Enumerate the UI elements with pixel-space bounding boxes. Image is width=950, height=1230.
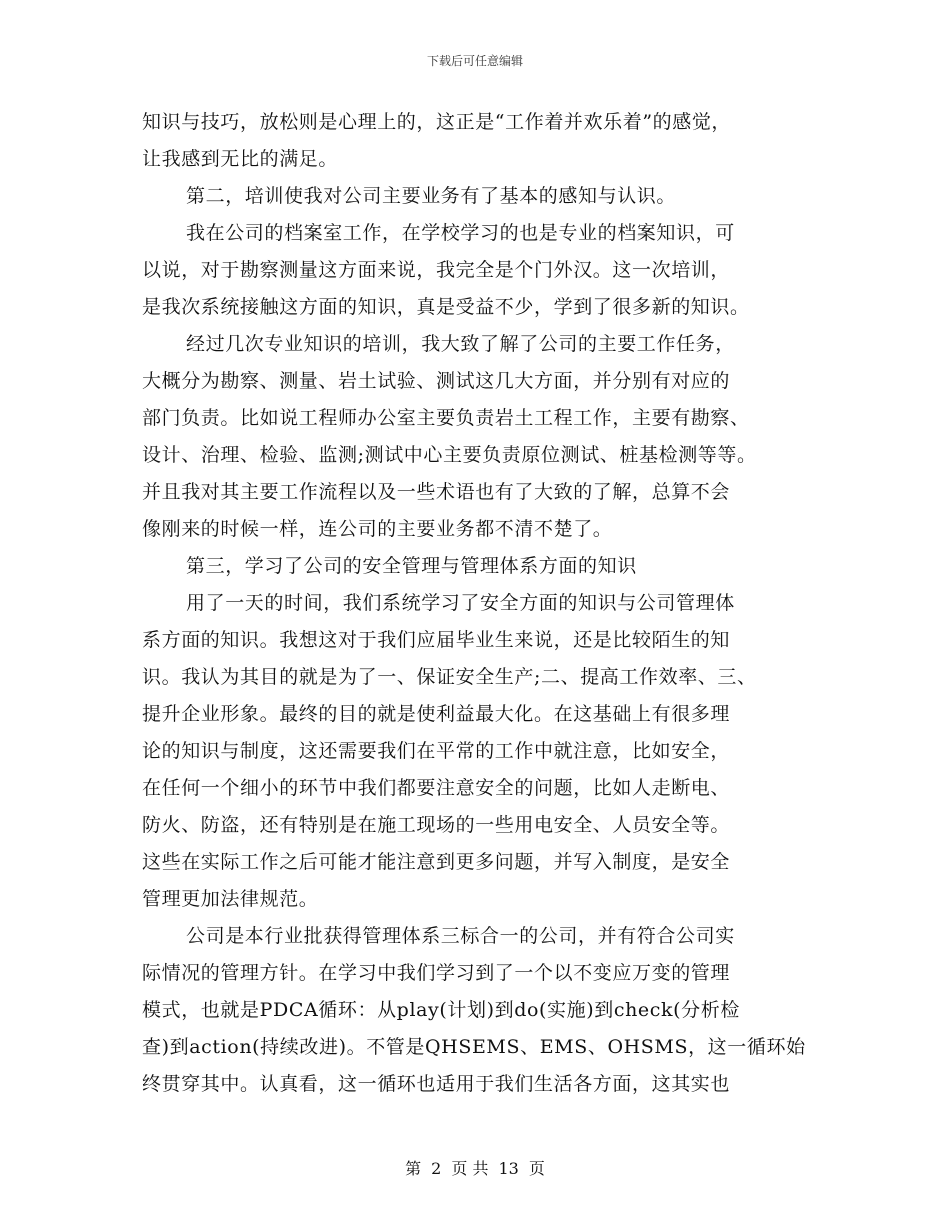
page-footer <box>0 1156 950 1179</box>
text-line: 管理更加法律规范。 <box>142 888 319 910</box>
text-line: 部门负责。比如说工程师办公室主要负责岩土工程工作，主要有勘察、 <box>142 407 750 429</box>
footer-prefix: 第 <box>405 1159 422 1178</box>
text-line: 我在公司的档案室工作，在学校学习的也是专业的档案知识，可 <box>186 222 735 244</box>
text-line: 用了一天的时间，我们系统学习了安全方面的知识与公司管理体 <box>186 592 735 614</box>
footer-middle: 页 共 <box>451 1159 489 1178</box>
page-header: 下载后可任意编辑 <box>426 54 523 68</box>
document-body <box>142 104 822 1103</box>
text-line: 提升企业形象。最终的目的就是使利益最大化。在这基础上有很多理 <box>142 703 731 725</box>
text-line: 第二，培训使我对公司主要业务有了基本的感知与认识。 <box>186 185 677 207</box>
text-line: 设计、治理、检验、监测;测试中心主要负责原位测试、桩基检测等等。 <box>142 444 757 466</box>
text-line: 大概分为勘察、测量、岩土试验、测试这几大方面，并分别有对应的 <box>142 370 731 392</box>
text-line: 模式，也就是PDCA循环：从play(计划)到do(实施)到check(分析检 <box>142 999 740 1021</box>
text-line: 查)到action(持续改进)。不管是QHSEMS、EMS、OHSMS，这一循环始 <box>142 1036 806 1058</box>
text-line: 论的知识与制度，这还需要我们在平常的工作中就注意，比如安全， <box>142 740 731 762</box>
footer-total-pages: 13 <box>498 1159 519 1178</box>
footer-page-number: 2 <box>431 1159 442 1178</box>
text-line: 并且我对其主要工作流程以及一些术语也有了大致的了解，总算不会 <box>142 481 731 503</box>
text-line: 系方面的知识。我想这对于我们应届毕业生来说，还是比较陌生的知 <box>142 629 731 651</box>
text-line: 防火、防盗，还有特别是在施工现场的一些用电安全、人员安全等。 <box>142 814 731 836</box>
text-line: 以说，对于勘察测量这方面来说，我完全是个门外汉。这一次培训， <box>142 259 731 281</box>
footer-suffix: 页 <box>528 1159 545 1178</box>
text-line: 终贯穿其中。认真看，这一循环也适用于我们生活各方面，这其实也 <box>142 1073 731 1095</box>
text-line: 让我感到无比的满足。 <box>142 148 339 170</box>
text-line: 第三，学习了公司的安全管理与管理体系方面的知识 <box>186 555 637 577</box>
text-line: 际情况的管理方针。在学习中我们学习到了一个以不变应万变的管理 <box>142 962 731 984</box>
text-line: 公司是本行业批获得管理体系三标合一的公司，并有符合公司实 <box>186 925 735 947</box>
text-line: 识。我认为其目的就是为了一、保证安全生产;二、提高工作效率、三、 <box>142 666 757 688</box>
text-line: 这些在实际工作之后可能才能注意到更多问题，并写入制度，是安全 <box>142 851 731 873</box>
text-line: 是我次系统接触这方面的知识，真是受益不少，学到了很多新的知识。 <box>142 296 750 318</box>
text-line: 知识与技巧，放松则是心理上的，这正是“工作着并欢乐着”的感觉， <box>142 111 732 133</box>
text-line: 经过几次专业知识的培训，我大致了解了公司的主要工作任务， <box>186 333 735 355</box>
text-line: 在任何一个细小的环节中我们都要注意安全的问题，比如人走断电、 <box>142 777 731 799</box>
text-line: 像刚来的时候一样，连公司的主要业务都不清不楚了。 <box>142 518 613 540</box>
